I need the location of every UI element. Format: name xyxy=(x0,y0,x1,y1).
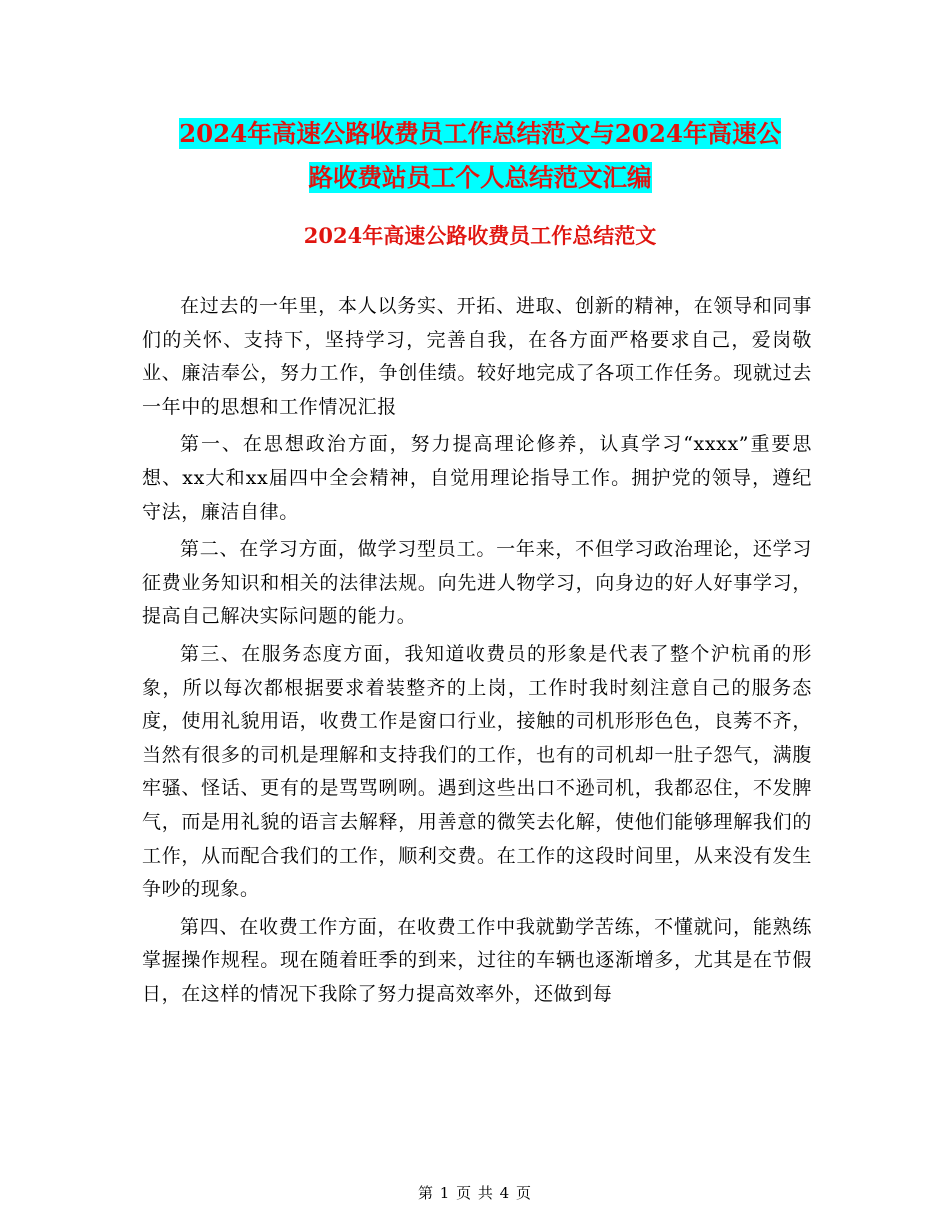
paragraph: 第二、在学习方面，做学习型员工。一年来，不但学习政治理论，还学习征费业务知识和相关的法律法规。向先进人物学习，向身边的好人好事学习，提高自己解决实际问题的能力。 xyxy=(142,538,812,628)
paragraph: 第一、在思想政治方面，努力提高理论修养，认真学习“xxxx”重要思想、xx大和xx届四中全会精神，自觉用理论指导工作。拥护党的领导，遵纪守法，廉洁自律。 xyxy=(142,433,812,523)
paragraph: 在过去的一年里，本人以务实、开拓、进取、创新的精神，在领导和同事们的关怀、支持下，坚持学习，完善自我，在各方面严格要求自己，爱岗敬业、廉洁奉公，努力工作，争创佳绩。较好地完成了各项工作任务。现就过去一年中的思想和工作情况汇报 xyxy=(142,295,812,418)
page-footer: 第 1 页 共 4 页 xyxy=(418,1184,532,1202)
paragraph: 第四、在收费工作方面，在收费工作中我就勤学苦练，不懂就问，能熟练掌握操作规程。现在随着旺季的到来，过往的车辆也逐渐增多，尤其是在节假日，在这样的情况下我除了努力提高效率外，还做到每 xyxy=(142,915,812,1005)
paragraph: 第三、在服务态度方面，我知道收费员的形象是代表了整个沪杭甬的形象，所以每次都根据要求着装整齐的上岗，工作时我时刻注意自己的服务态度，使用礼貌用语，收费工作是窗口行业，接触的司机形形色色，良莠不齐，当然有很多的司机是理解和支持我们的工作，也有的司机却一肚子怨气，满腹牢骚、怪话、更有的是骂骂咧咧。遇到这些出口不逊司机，我都忍住，不发脾气，而是用礼貌的语言去解释，用善意的微笑去化解，使他们能够理解我们的工作，从而配合我们的工作，顺利交费。在工作的这段时间里，从来没有发生争吵的现象。 xyxy=(142,642,812,901)
title-line-1: 2024年高速公路收费员工作总结范文与2024年高速公 xyxy=(179,119,781,148)
title-line-2: 路收费站员工个人总结范文汇编 xyxy=(308,163,652,192)
document-body xyxy=(142,290,812,1015)
document-title xyxy=(140,112,820,200)
section-title: 2024年高速公路收费员工作总结范文 xyxy=(303,223,657,248)
